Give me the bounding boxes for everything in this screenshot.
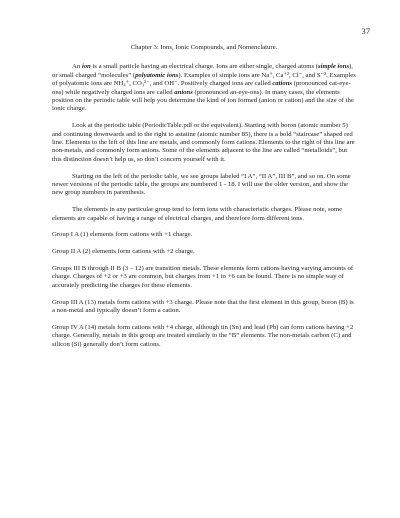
text-run: (pronounced an-eye-ons). In many cases, the elements position on the periodic table will help you determine the kind of ion formed (anion or cation) and the size of the ionic charge. — [52, 88, 354, 113]
text-run: ). Examples of simple ions are Na⁺, Ca⁺², Cl⁻, and S⁻². Examples of polyatomic ions are — [52, 71, 356, 88]
term-ion: ion — [81, 63, 91, 71]
group-4a-statement: Group IV A (14) metals form cations with +4 charge, although tin (Sn) and lead (Pb) can form cations having +2 charge. Generally, metals in this group are treated similarly to the “B” elements. The non-metals carbon (C) and silicon (Si) generally don’t form cations. — [52, 323, 354, 348]
polyatomic-examples: NH₄⁺, CO₃²⁻, and OH⁻ — [113, 80, 178, 88]
term-cations: cations — [272, 80, 293, 88]
paragraph-ion-definition — [52, 63, 356, 113]
group-3a-statement: Group III A (13) metals form cations with +3 charge. Please note that the first element in this group, boron (B) is a non-metal and typically doesn’t form a cation. — [52, 298, 354, 315]
page-number: 37 — [361, 26, 370, 36]
group-1a-statement: Group I A (1) elements form cations with +1 charge. — [52, 231, 193, 239]
paragraph-characteristic-charges: The elements in any particular group tend to form ions with characteristic charges. Please note, some elements are capable of having a range of electrical charges, and therefore form different ions. — [52, 206, 343, 222]
chapter-title: Chapter 3: Ions, Ionic Compounds, and Nomenclature. — [130, 44, 278, 51]
term-polyatomic-ions: polyatomic ions — [135, 71, 179, 79]
text-run: . Positively charged ions are called — [177, 80, 273, 88]
transition-metals-statement: Groups III B through II B (3 – 12) are transition metals. These elements form cations having varying amounts of charge. Charges of +2 or +3 are common, but charges from +1 to +6 can be found. There is no simple way of accurately predicting the charges for these elements. — [52, 265, 354, 289]
group-2a-statement: Group II A (2) elements form cations with +2 charge. — [52, 248, 195, 256]
term-anions: anions — [174, 88, 193, 96]
text-run: An — [72, 63, 82, 71]
term-simple-ions: simple ions — [318, 63, 350, 71]
page-content — [52, 44, 356, 357]
text-run: is a small particle having an electrical charge. Ions are either single, charged atoms ( — [90, 63, 319, 71]
paragraph-group-labels: Starting on the left of the periodic table, we see groups labeled “I A”, “II A”, III B”, and so on. On some newer versions of the periodic table, the groups are numbered 1 - 18. I will use the older version, and show the new group numbers in parenthesis. — [52, 172, 351, 197]
text-run: ), or small charged “molecules” ( — [52, 63, 353, 79]
text-run: (pronounced cat-eye-ons) while negatively charged ions are called — [52, 80, 351, 96]
paragraph-periodic-table: Look at the periodic table (PeriodicTable.pdf or the equivalent). Starting with boron (atomic number 5) and continuing downwards and to the right to astatine (atomic number 85), there is a bold “staircase” shaped red line. Elements to the left of this line are metals, and commonly form cations. Elements to the right of this line are non-metals, and commonly form anions. Some of the elements adjacent to the line are called “metalloids”, but this distinction doesn’t help us, so don’t concern yourself with it. — [52, 122, 355, 163]
